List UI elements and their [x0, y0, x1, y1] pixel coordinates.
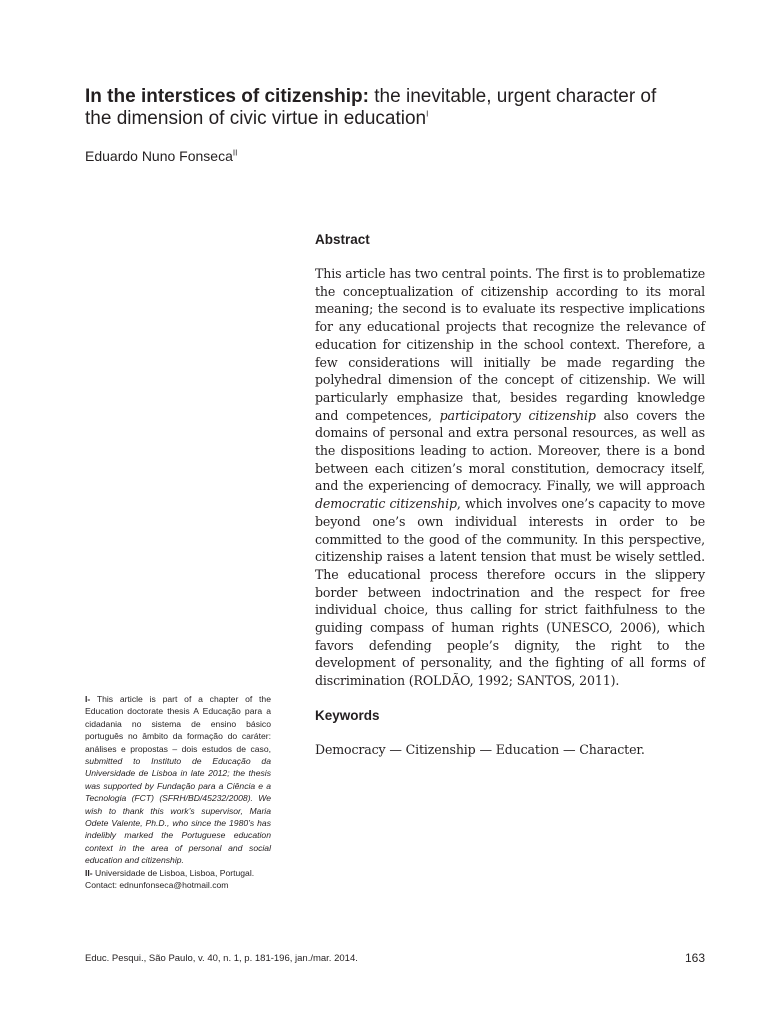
article-title-rest: the inevitable, urgent character of the dimension of civic virtue in education	[85, 86, 657, 129]
article-title	[85, 86, 685, 130]
author-name: Eduardo Nuno Fonseca	[85, 148, 233, 164]
abstract-heading: Abstract	[315, 232, 370, 247]
footnotes	[85, 693, 271, 892]
abstract-emphasis-democratic-citizenship: democratic citizenship	[315, 496, 457, 512]
abstract-body	[315, 265, 705, 690]
footnote-1-text: This article is part of a chapter of the Education doctorate thesis A Educação para a cidadania no sistema de ensino básico português no âmbito da formação do caráter: análises e propostas – dois estudos de caso,	[85, 694, 271, 754]
abstract-text-part-3: , which involves one’s capacity to move beyond one’s own individual interests in order to be committed to the good of the community. In this perspective, citizenship raises a latent tension that must be wisely settled. The educational process therefore occurs in the slippery border between indoctrination and the respect for free individual choice, thus calling for strict faithfulness to the guiding compass of human rights (UNESCO, 2006), which favors defending people’s dignity, the right to the development of personality, and the fighting of all forms of discrimination (ROLDÃO, 1992; SANTOS, 2011).	[315, 496, 705, 689]
author-footnote-marker[interactable]: II	[232, 148, 238, 158]
abstract-text-part-2: also covers the domains of personal and extra personal resources, as well as the dispositions leading to action. Moreover, there is a bond between each citizen’s moral constitution, democracy itself, and the experiencing of democracy. Finally, we will approach	[315, 407, 705, 494]
footnote-2	[85, 867, 271, 879]
footnote-1-marker: I-	[85, 694, 91, 704]
keywords-heading: Keywords	[315, 708, 380, 723]
article-title-bold: In the interstices of citizenship:	[85, 86, 369, 107]
journal-citation: Educ. Pesqui., São Paulo, v. 40, n. 1, p. 181-196, jan./mar. 2014.	[85, 953, 358, 964]
page-number: 163	[684, 951, 705, 965]
abstract-text-part-1: This article has two central points. The first is to problematize the conceptualization of citizenship according to its moral meaning; the second is to evaluate its respective implications for any educational projects that recognize the relevance of education for citizenship in the school context. Therefore, a few considerations will initially be made regarding the polyhedral dimension of the concept of citizenship. We will particularly emphasize that, besides regarding knowledge and competences,	[315, 266, 705, 423]
contact-email[interactable]: Contact: ednunfonseca@hotmail.com	[85, 880, 229, 891]
footnote-2-marker: II-	[85, 867, 93, 878]
abstract-emphasis-participatory-citizenship: participatory citizenship	[439, 407, 596, 423]
footnote-1-italic-text: submitted to Instituto de Educação da Universidade de Lisboa in late 2012; the thesis was supported by Fundação para a Ciência e a Tecnologia (FCT) (SFRH/BD/45232/2008). We wish to thank this work’s supervisor, Maria Odete Valente, Ph.D., who since the 1980’s has indelibly marked the Portuguese education context in the area of personal and social education and citizenship.	[85, 756, 271, 866]
footnote-2-text: Universidade de Lisboa, Lisboa, Portugal.	[92, 867, 255, 878]
author-line	[85, 148, 237, 164]
keywords-list: Democracy — Citizenship — Education — Character.	[315, 742, 645, 757]
footnote-1	[85, 693, 271, 867]
title-footnote-marker[interactable]: I	[426, 109, 429, 119]
